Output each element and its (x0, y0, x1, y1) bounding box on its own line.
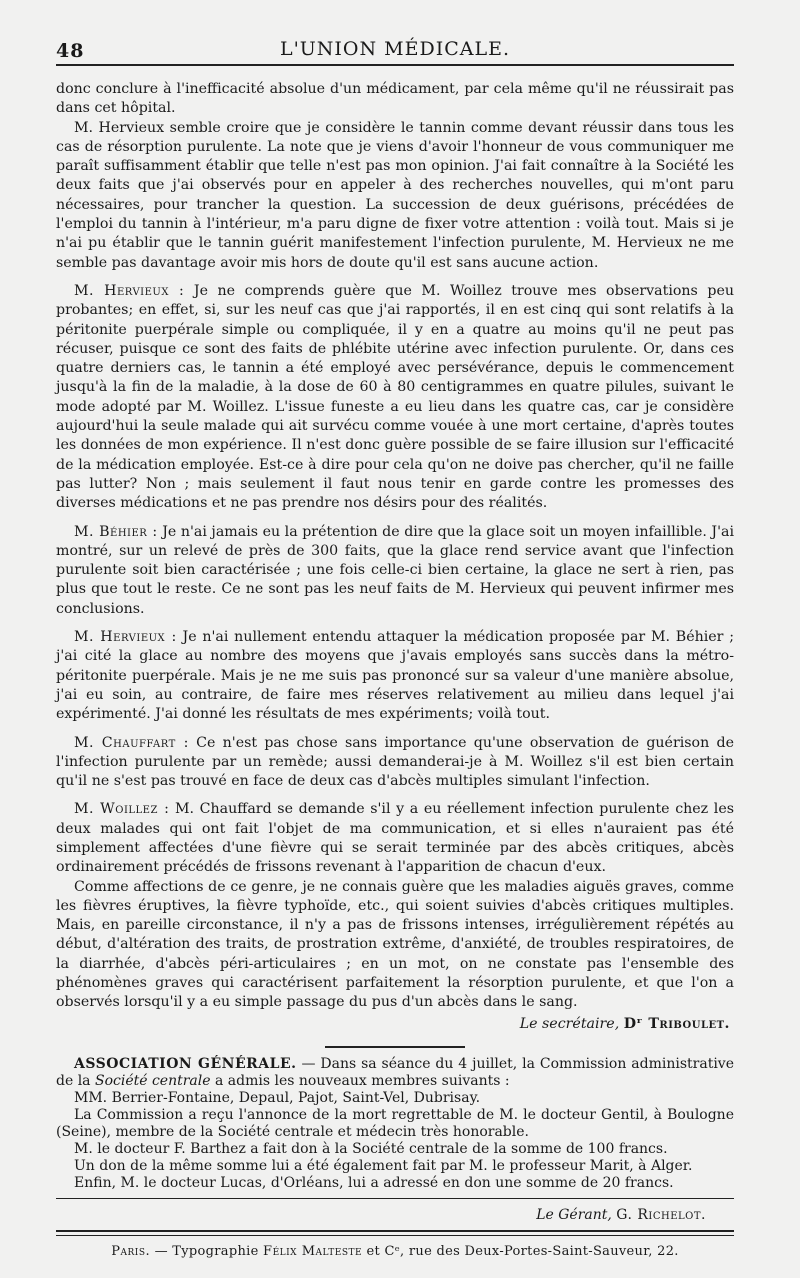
association-notice (56, 1056, 734, 1192)
footer-divider (56, 1198, 734, 1199)
paragraph-speaker-behier: M. Béhier : Je n'ai jamais eu la prétention de dire que la glace soit un moyen infaillible. J'ai montré, sur un relevé de près de 300 faits, que la glace rend service avant que l'infection purulente soit bien caractérisée ; une fois celle-ci bien certaine, la glace ne sert à rien, pas plus que tout le reste. Ce ne sont pas les neuf faits de M. Hervieux qui peuvent infirmer mes conclusions. (56, 523, 734, 617)
printer-imprint: Paris. — Typographie Félix Malteste et Cᵉ, rue des Deux-Portes-Saint-Sauveur, 22. (111, 1243, 679, 1259)
association-item: Enfin, M. le docteur Lucas, d'Orléans, lui a adressé en don une somme de 20 francs. (74, 1174, 674, 1191)
imprint-divider (56, 1230, 734, 1236)
paragraph-speaker-chauffart: M. Chauffart : Ce n'est pas chose sans importance qu'une observation de guérison de l'infection purulente par un remède; aussi demanderai-je à M. Woillez s'il est bien certain qu'il ne s'est pas trouvé en face de deux cas d'abcès multiples simulant l'infection. (56, 734, 734, 790)
association-members: MM. Berrier-Fontaine, Depaul, Pajot, Saint-Vel, Dubrisay. (74, 1089, 481, 1106)
journal-title: L'UNION MÉDICALE. (279, 38, 511, 60)
paragraph-speaker-hervieux: M. Hervieux : Je n'ai nullement entendu attaquer la médication proposée par M. Béhier ; j'ai cité la glace au nombre des moyens que j'avais employés sans succès dans la métro-péritonite puerpérale. Mais je ne me suis pas prononcé sur sa valeur d'une manière absolue, j'ai eu soin, au contraire, de faire mes réserves relativement au milieu dans lequel j'ai expérimenté. J'ai donné les résultats de mes expériments; voilà tout. (56, 629, 734, 723)
paragraph-speaker-hervieux: M. Hervieux : Je ne comprends guère que M. Woillez trouve mes observations peu probantes; en effet, si, sur les neuf cas que j'ai rapportés, il en est cinq qui sont relatifs à la péritonite puerpérale simple ou compliquée, il y en a quatre au moins qu'il ne peut pas récuser, puisque ce sont des faits de phlébite utérine avec infection purulente. Or, dans ces quatre derniers cas, le tannin a été employé avec persévérance, depuis le commencement jusqu'à la fin de la maladie, à la dose de 60 à 80 centigrammes en quatre pilules, suivant le mode adopté par M. Woillez. L'issue funeste a eu lieu dans les quatre cas, car je considère aujourd'hui la seule malade qui ait survécu comme vouée à une mort certaine, d'après toutes les données de mon expérience. Il n'est donc guère possible de se faire illusion sur l'efficacité de la médication employée. Est-ce à dire pour cela qu'on ne doive pas chercher, qu'il ne faille pas lutter? Non ; mais seulement il faut nous tenir en garde contre les promesses des diverses médications et ne pas prendre nos désirs pour des réalités. (56, 282, 734, 512)
paragraph: Comme affections de ce genre, je ne connais guère que les maladies aiguës graves, comme les fièvres éruptives, la fièvre typhoïde, etc., qui soient suivies d'abcès critiques multiples. Mais, en pareille circonstance, il n'y a pas de frissons intenses, irrégulièrement répétés au début, d'altération des traits, de prostration extrême, d'anxiété, de troubles respiratoires, de la diarrhée, d'abcès péri-articulaires ; en un mot, on ne constate pas l'ensemble des phénomènes graves qui caractérisent parfaitement la résorption purulente, et que l'on a observés lorsqu'il y a eu simple passage du pus d'un abcès dans le sang. (56, 878, 734, 1011)
association-item: Un don de la même somme lui a été également fait par M. le professeur Marit, à Alger. (74, 1157, 693, 1174)
speaker-name: M. Béhier : (74, 523, 158, 540)
page-number: 48 (56, 40, 85, 62)
paragraph: donc conclure à l'inefficacité absolue d'un médicament, par cela même qu'il ne réussirait pas dans cet hôpital. (56, 81, 734, 117)
association-item: M. le docteur F. Barthez a fait don à la Société centrale de la somme de 100 francs. (74, 1140, 668, 1157)
association-heading: ASSOCIATION GÉNÉRALE. (74, 1055, 297, 1072)
speaker-name: M. Woillez : (74, 801, 170, 818)
section-divider (325, 1046, 465, 1048)
paragraph-speaker-woillez: M. Woillez : M. Chauffard se demande s'il y a eu réellement infection purulente chez les deux malades qui ont fait l'objet de ma communication, et si elles n'auraient pas été simplement affectées d'une fièvre qui se serait terminée par des abcès critiques, abcès ordinairement précédés de frissons revenant à l'apparition de chacun d'eux. (56, 801, 734, 876)
association-intro: ASSOCIATION GÉNÉRALE. — Dans sa séance du 4 juillet, la Commission administrative de la Société centrale a admis les nouveaux membres suivants : (56, 1055, 734, 1089)
gerant-signature: Le Gérant, G. Richelot. (536, 1206, 706, 1223)
speaker-name: M. Chauffart : (74, 734, 189, 751)
article-body (56, 80, 734, 1013)
paragraph: M. Hervieux semble croire que je considère le tannin comme devant réussir dans tous les cas de résorption purulente. La note que je viens d'avoir l'honneur de vous communiquer me paraît suffisamment établir que telle n'est pas mon opinion. J'ai fait connaître à la Société les deux faits que j'ai observés pour en appeler à des recherches nouvelles, qui m'ont paru nécessaires, pour trancher la question. La succession de deux guérisons, précédées de l'emploi du tannin à l'intérieur, m'a paru digne de fixer votre attention : voilà tout. Mais si je n'ai pu établir que le tannin guérit manifestement l'infection purulente, M. Hervieux ne me semble pas davantage avoir mis hors de doute qu'il est sans aucune action. (56, 119, 734, 271)
association-item: La Commission a reçu l'annonce de la mort regrettable de M. le docteur Gentil, à Boulogne (Seine), membre de la Société centrale et médecin très honorable. (56, 1106, 734, 1140)
secretary-signature: Le secrétaire, Dʳ Triboulet. (519, 1015, 730, 1032)
page-header (56, 30, 734, 66)
speaker-name: M. Hervieux : (74, 282, 185, 299)
speaker-name: M. Hervieux : (74, 629, 177, 646)
